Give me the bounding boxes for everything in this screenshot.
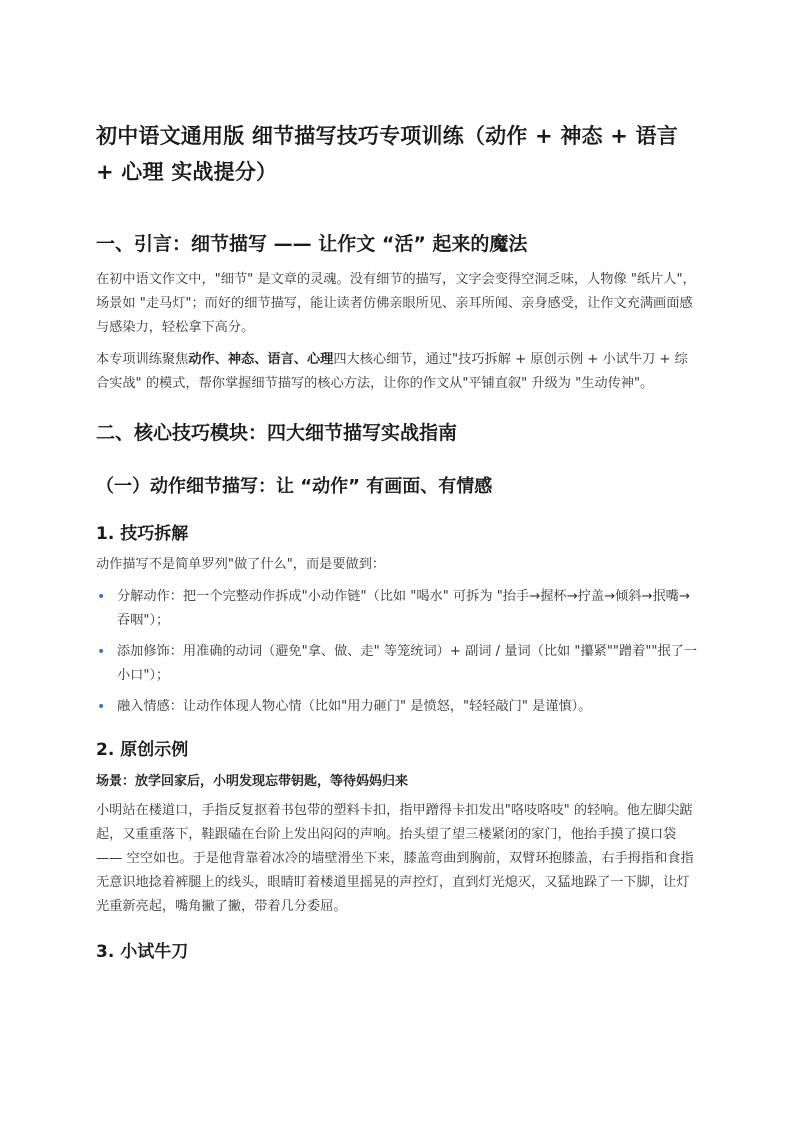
section-heading-core-techniques: 二、核心技巧模块：四大细节描写实战指南 bbox=[96, 422, 458, 444]
bullet-dot-icon: • bbox=[97, 644, 106, 660]
part-heading-technique-breakdown: 1. 技巧拆解 bbox=[96, 524, 189, 544]
list-item bbox=[96, 695, 698, 719]
technique-intro-text: 动作描写不是简单罗列"做了什么"，而是要做到： bbox=[96, 557, 386, 572]
list-item-text: 融入情感：让动作体现人物心情（比如"用力砸门" 是愤怒，"轻轻敲门" 是谨慎）。 bbox=[117, 699, 592, 714]
example-paragraph: 小明站在楼道口，手指反复抠着书包带的塑料卡扣，指甲蹭得卡扣发出"咯吱咯吱" 的轻响。他左脚尖踮起，又重重落下，鞋跟磕在台阶上发出闷闷的声响。抬头望了望三楼紧闭的家门，他抬手摸了摸口袋 —— 空空如也。于是他背靠着冰冷的墙壁滑坐下来，膝盖弯曲到胸前，双臂环抱膝盖，右手拇指和食指无意识地捻着裤腿上的线头，眼睛盯着楼道里摇晃的声控灯，直到灯光熄灭，又猛地跺了一下脚，让灯光重新亮起，嘴角撇了撇，带着几分委屈。 bbox=[96, 803, 694, 914]
bullet-dot-icon: • bbox=[97, 589, 106, 605]
example-scene-label: 场景：放学回家后，小明发现忘带钥匙，等待妈妈归来 bbox=[96, 774, 409, 789]
part-heading-original-example: 2. 原创示例 bbox=[96, 740, 189, 760]
intro-paragraph-2-emphasis: 动作、神态、语言、心理 bbox=[188, 352, 334, 367]
bullet-dot-icon: • bbox=[97, 699, 106, 715]
section-heading-introduction: 一、引言：细节描写 —— 让作文 “活” 起来的魔法 bbox=[96, 233, 528, 255]
list-item-text: 添加修饰：用准确的动词（避免"拿、做、走" 等笼统词）+ 副词 / 量词（比如 "攥紧""蹭着""抿了一小口"）； bbox=[117, 644, 698, 683]
intro-paragraph-1: 在初中语文作文中，"细节" 是文章的灵魂。没有细节的描写，文字会变得空洞乏味，人物像 "纸片人"，场景如 "走马灯"；而好的细节描写，能让读者仿佛亲眼所见、亲耳所闻、亲身感受，让作文充满画面感与感染力，轻松拿下高分。 bbox=[96, 272, 696, 335]
subsection-heading-action-detail: （一）动作细节描写：让 “动作” 有画面、有情感 bbox=[96, 476, 493, 497]
technique-bullet-list bbox=[96, 585, 698, 719]
document-title: 初中语文通用版 细节描写技巧专项训练（动作 + 神态 + 语言 + 心理 实战提分） bbox=[96, 124, 678, 184]
list-item-text: 分解动作：把一个完整动作拆成"小动作链"（比如 "喝水" 可拆为 "抬手→握杯→拧盖→倾斜→抿嘴→吞咽"）； bbox=[117, 589, 690, 628]
list-item bbox=[96, 585, 698, 633]
list-item bbox=[96, 640, 698, 688]
intro-paragraph-2 bbox=[96, 348, 698, 396]
intro-paragraph-2-start: 本专项训练聚焦 bbox=[96, 352, 189, 367]
intro-paragraph-2-end: 四大核心细节，通过"技巧拆解 + 原创示例 + 小试牛刀 + 综合实战" 的模式，帮你掌握细节描写的核心方法，让你的作文从"平铺直叙" 升级为 "生动传神"。 bbox=[96, 352, 688, 391]
part-heading-practice: 3. 小试牛刀 bbox=[96, 942, 189, 962]
